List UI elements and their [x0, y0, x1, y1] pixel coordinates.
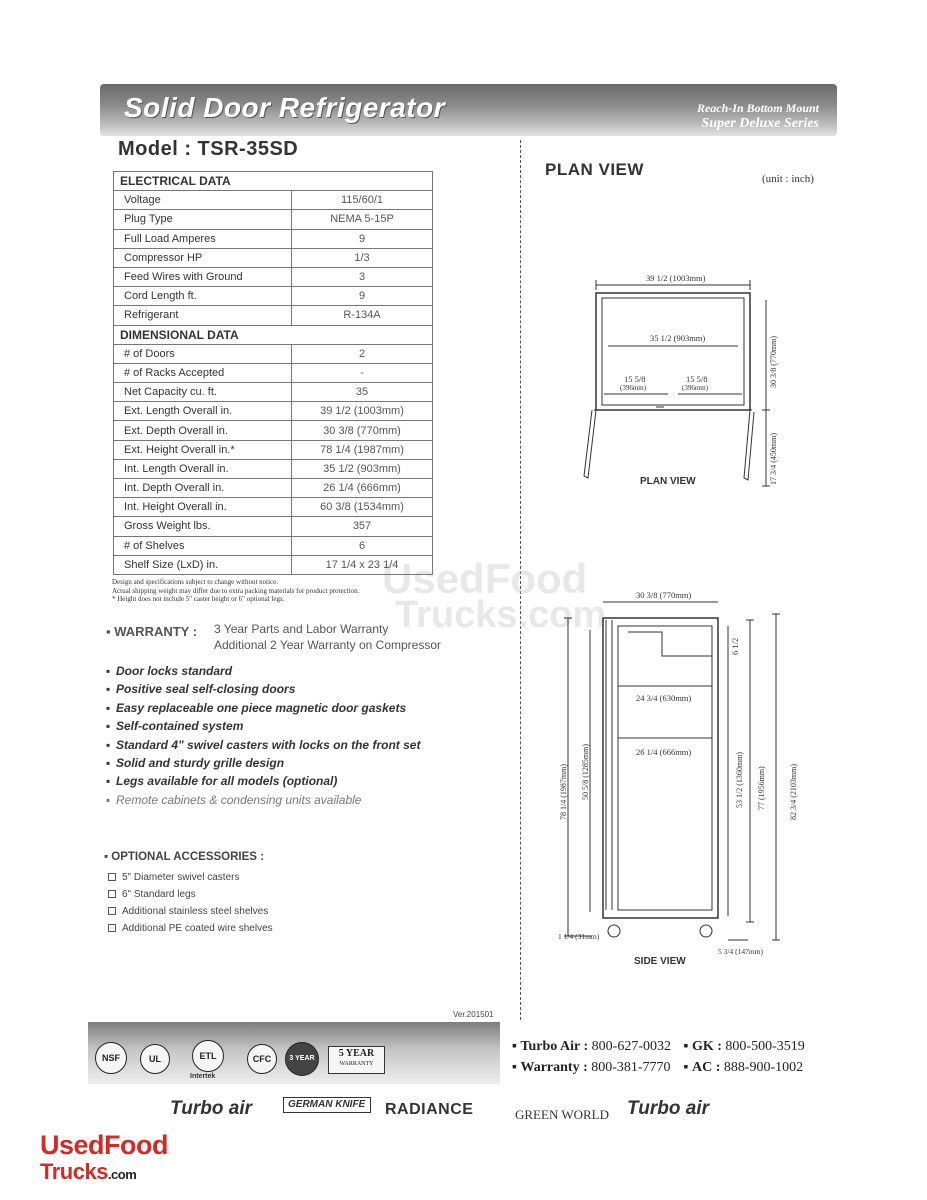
compressor-warranty-badge [328, 1046, 385, 1074]
spec-value: 2 [292, 344, 433, 363]
dim-door-height: 50 5/8 (1285mm) [581, 744, 590, 800]
cfc-logo: CFC [247, 1044, 277, 1074]
list-item: ▪ Positive seal self-closing doors [106, 680, 420, 698]
spec-value: - [292, 363, 433, 382]
bullet-icon: ▪ [106, 719, 111, 734]
contact-row: ▪ Warranty : 800-381-7770 ▪ AC : 888-900-1002 [512, 1060, 804, 1075]
feature-list [106, 662, 420, 809]
list-item: Additional stainless steel shelves [108, 903, 273, 920]
site-logo-line-2: Trucks.com [40, 1159, 137, 1184]
spec-value: 60 3/8 (1534mm) [292, 498, 433, 517]
table-section-header [114, 172, 433, 191]
series-line-2: Super Deluxe Series [701, 116, 819, 131]
list-item: ▪ Remote cabinets & condensing units available [106, 791, 420, 809]
spec-label: # of Shelves [114, 536, 292, 555]
spec-label: Cord Length ft. [114, 287, 292, 306]
bullet-icon: ▪ [106, 664, 111, 678]
spec-label: Voltage [114, 191, 292, 210]
checkbox-icon [108, 924, 116, 932]
spec-value: 1/3 [292, 248, 433, 267]
dim-body-height: 77 (1956mm) [757, 766, 766, 810]
series-line-1: Reach-In Bottom Mount [696, 101, 819, 115]
intertek-label: Intertek [190, 1073, 216, 1080]
spec-label: Refrigerant [114, 306, 292, 325]
spec-value: 9 [292, 287, 433, 306]
table-row [114, 479, 433, 498]
spec-notes [112, 578, 359, 604]
table-row [114, 421, 433, 440]
green-world-logo: GREEN WORLD [515, 1107, 610, 1122]
dim-depth: 30 3/8 (770mm) [769, 336, 778, 388]
table-row [114, 555, 433, 574]
dim-inner-width: 35 1/2 (903mm) [650, 333, 706, 343]
table-row [114, 229, 433, 248]
table-row [114, 536, 433, 555]
model-number: Model : TSR-35SD [118, 138, 299, 160]
spec-label: Shelf Size (LxD) in. [114, 555, 292, 574]
spec-value: 17 1/4 x 23 1/4 [292, 555, 433, 574]
contact-block [512, 1036, 805, 1078]
table-section-header [114, 325, 433, 344]
checkbox-icon [108, 890, 116, 898]
table-row [114, 440, 433, 459]
etl-logo: ETL [192, 1040, 224, 1072]
side-view-drawing [564, 602, 780, 940]
dim-door-left-mm: (396mm) [620, 384, 647, 392]
bullet-icon: ▪ [106, 624, 115, 639]
dim-door-right: 15 5/8 [686, 374, 708, 384]
watermark-line-1: UsedFood [382, 555, 588, 602]
dim-shelf-upper: 24 3/4 (630mm) [636, 693, 692, 703]
table-row [114, 363, 433, 382]
list-item: ▪ Standard 4" swivel casters with locks on the front set [106, 736, 420, 754]
note-line: Actual shipping weight may differ due to extra packing materials for product protection. [112, 586, 360, 595]
bullet-icon: ▪ [106, 792, 111, 807]
checkbox-icon [108, 873, 116, 881]
spec-label: # of Doors [114, 344, 292, 363]
spec-value: 39 1/2 (1003mm) [292, 402, 433, 421]
table-row [114, 210, 433, 229]
section-title: DIMENSIONAL DATA [114, 325, 433, 344]
german-knife-logo: GERMAN KNIFE [283, 1097, 371, 1113]
bullet-icon: ▪ [104, 851, 112, 863]
unit-label: (unit : inch) [762, 173, 814, 185]
list-item: ▪ Door locks standard [106, 662, 420, 680]
dim-height-overall: 78 1/4 (1987mm) [559, 764, 568, 820]
table-row [114, 287, 433, 306]
spec-label: Plug Type [114, 210, 292, 229]
list-item: ▪ Solid and sturdy grille design [106, 754, 420, 772]
dim-height-with-legs: 82 3/4 (2103mm) [789, 764, 798, 820]
spec-value: 35 1/2 (903mm) [292, 459, 433, 478]
contact-row: ▪ Turbo Air : 800-627-0032 ▪ GK : 800-500-3519 [512, 1039, 805, 1054]
dim-side-depth: 30 3/8 (770mm) [636, 590, 692, 600]
table-row [114, 459, 433, 478]
dim-door-left: 15 5/8 [624, 374, 646, 384]
turbo-air-logo-2: Turbo air [627, 1098, 709, 1119]
list-item: 5" Diameter swivel casters [108, 869, 273, 886]
spec-label: Int. Depth Overall in. [114, 479, 292, 498]
side-view-caption: SIDE VIEW [634, 956, 686, 967]
ul-logo: UL [140, 1044, 170, 1074]
spec-label: Ext. Depth Overall in. [114, 421, 292, 440]
dim-top-gap: 6 1/2 [730, 637, 740, 655]
technical-drawing [528, 260, 828, 980]
spec-label: Int. Height Overall in. [114, 498, 292, 517]
spec-label: Int. Length Overall in. [114, 459, 292, 478]
nsf-logo: NSF [95, 1042, 127, 1074]
bullet-icon: ▪ [106, 682, 111, 697]
spec-value: 30 3/8 (770mm) [292, 421, 433, 440]
watermark-line-2: Trucks.com [395, 594, 607, 636]
warranty-badge: 3 YEAR [285, 1042, 319, 1076]
dim-door-swing: 17 3/4 (450mm) [769, 433, 778, 485]
table-row [114, 383, 433, 402]
spec-label: Compressor HP [114, 248, 292, 267]
spec-table [113, 171, 433, 575]
spec-value: R-134A [292, 306, 433, 325]
spec-value: 78 1/4 (1987mm) [292, 440, 433, 459]
bullet-icon: ▪ [106, 737, 111, 752]
spec-label: Full Load Amperes [114, 229, 292, 248]
list-item: ▪ Legs available for all models (optional) [106, 772, 420, 790]
warranty-label: ▪ WARRANTY : [106, 624, 198, 639]
dim-shelf-lower: 26 1/4 (666mm) [636, 747, 692, 757]
list-item: ▪ Easy replaceable one piece magnetic door gaskets [106, 699, 420, 717]
accessories-title: ▪ OPTIONAL ACCESSORIES : [104, 851, 264, 863]
table-row [114, 402, 433, 421]
list-item: ▪ Self-contained system [106, 717, 420, 735]
site-logo-line-1: UsedFood [40, 1130, 168, 1160]
spec-label: Net Capacity cu. ft. [114, 383, 292, 402]
site-logo-suffix: .com [107, 1167, 137, 1182]
spec-value: 115/60/1 [292, 191, 433, 210]
dim-door-right-mm: (396mm) [682, 384, 709, 392]
accessories-list [108, 869, 273, 937]
dim-caster: 1 1/4 (31mm) [558, 932, 600, 941]
table-row [114, 248, 433, 267]
spec-label: # of Racks Accepted [114, 363, 292, 382]
spec-value: 3 [292, 267, 433, 286]
spec-value: 357 [292, 517, 433, 536]
list-item: Additional PE coated wire shelves [108, 920, 273, 937]
spec-value: 6 [292, 536, 433, 555]
compressor-badge-years: 5 YEAR [338, 1048, 375, 1059]
spec-label: Ext. Length Overall in. [114, 402, 292, 421]
spec-label: Feed Wires with Ground [114, 267, 292, 286]
version-label: Ver.201501 [453, 1010, 494, 1019]
note-line: * Height does not include 5" caster height or 6" optional legs. [112, 595, 285, 604]
compressor-badge-sub: WARRANTY [339, 1061, 374, 1067]
spec-value: 9 [292, 229, 433, 248]
table-row [114, 306, 433, 325]
plan-view-title: PLAN VIEW [545, 160, 644, 179]
radiance-logo: RADIANCE [385, 1101, 474, 1118]
spec-value: NEMA 5-15P [292, 210, 433, 229]
warranty-line-2: Additional 2 Year Warranty on Compressor [214, 638, 442, 652]
turbo-air-logo: Turbo air [170, 1098, 252, 1119]
warranty-line-1: 3 Year Parts and Labor Warranty [214, 622, 389, 636]
spec-value: 26 1/4 (666mm) [292, 479, 433, 498]
table-row [114, 498, 433, 517]
plan-view-drawing [584, 280, 770, 486]
plan-view-caption: PLAN VIEW [640, 476, 696, 487]
list-item: 6" Standard legs [108, 886, 273, 903]
spec-value: 35 [292, 383, 433, 402]
table-row [114, 267, 433, 286]
bullet-icon: ▪ [106, 756, 111, 771]
dim-leg: 5 3/4 (147mm) [718, 947, 763, 956]
spec-label: Ext. Height Overall in.* [114, 440, 292, 459]
dim-interior-height: 53 1/2 (1360mm) [735, 752, 744, 808]
bullet-icon: ▪ [106, 700, 111, 715]
bullet-icon: ▪ [106, 774, 111, 789]
table-row [114, 191, 433, 210]
page-title: Solid Door Refrigerator [124, 92, 446, 123]
table-row [114, 517, 433, 536]
note-line: Design and specifications subject to change without notice. [112, 578, 279, 586]
dim-width: 39 1/2 (1003mm) [646, 273, 706, 283]
spec-label: Gross Weight lbs. [114, 517, 292, 536]
section-title: ELECTRICAL DATA [114, 172, 433, 191]
checkbox-icon [108, 907, 116, 915]
table-row [114, 344, 433, 363]
